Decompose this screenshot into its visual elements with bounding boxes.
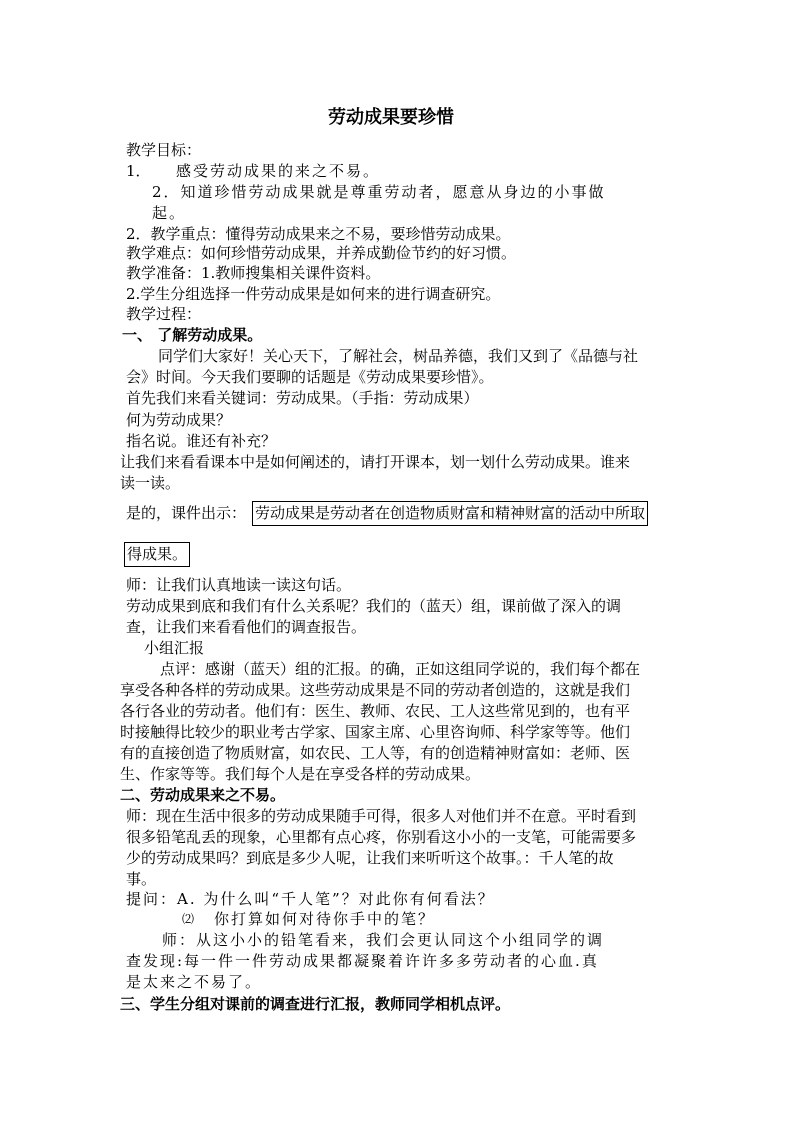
question-2-number: ⑵ (182, 912, 195, 926)
comment-b: 享受各种各样的劳动成果。这些劳动成果是不同的劳动者创造的，这就是我们 (120, 681, 631, 699)
paragraph-12b: 查发现:每一件一件劳动成果都凝聚着许许多多劳动者的心血.真 (126, 952, 599, 970)
definition-box: 劳动成果是劳动者在创造物质财富和精神财富的活动中所取 (252, 501, 648, 526)
goal-1-number: 1． (126, 162, 151, 180)
comment-a: 点评：感谢（蓝天）组的汇报。的确，正如这组同学说的，我们每个都在 (160, 660, 641, 678)
goal-1: 感受劳动成果的来之不易。 (176, 162, 381, 180)
paragraph-8b: 查，让我们来看看他们的调查报告。 (126, 618, 367, 636)
paragraph-4: 指名说。谁还有补充？ (126, 432, 277, 450)
section-3-heading: 三、学生分组对课前的调查进行汇报，教师同学相机点评。 (120, 995, 511, 1013)
paragraph-8a: 劳动成果到底和我们有什么关系呢？我们的（蓝天）组，课前做了深入的调 (126, 597, 622, 615)
goal-heading: 教学目标： (126, 141, 202, 159)
paragraph-3: 何为劳动成果？ (126, 411, 232, 429)
preparation: 教学准备：1.教师搜集相关课件资料。 (126, 264, 381, 282)
paragraph-7: 师：让我们认真地读一读这句话。 (126, 576, 352, 594)
paragraph-11c: 少的劳动成果吗？到底是多少人呢，让我们来听听这个故事。：千人笔的故 (126, 849, 614, 867)
comment-d: 时接触得比较少的职业考古学家、国家主席、心里咨询师、科学家等等。他们 (120, 723, 631, 741)
section-1-heading: 一、 了解劳动成果。 (122, 326, 263, 344)
question-1: 提问：A. 为什么叫“千人笔”？对此你有何看法？ (126, 890, 495, 908)
paragraph-11a: 师：现在生活中很多的劳动成果随手可得，很多人对他们并不在意。平时看到 (126, 807, 637, 825)
goal-2: 2．知道珍惜劳动成果就是尊重劳动者，愿意从身边的小事做 (152, 183, 606, 201)
group-report-label: 小组汇报 (144, 639, 205, 657)
paragraph-12a: 师：从这小小的铅笔看来，我们会更认同这个小组同学的调 (162, 931, 605, 949)
paragraph-5b: 读一读。 (120, 474, 181, 492)
paragraph-2: 首先我们来看关键词：劳动成果。（手指：劳动成果） (126, 389, 479, 407)
paragraph-5a: 让我们来看看课本中是如何阐述的，请打开课本，划一划什么劳动成果。谁来 (120, 453, 631, 471)
goal-2-cont: 起。 (152, 204, 187, 222)
document-title: 劳动成果要珍惜 (328, 107, 454, 128)
paragraph-11b: 很多铅笔乱丢的现象，心里都有点心疼，你别看这小小的一支笔，可能需要多 (126, 828, 637, 846)
comment-c: 各行各业的劳动者。他们有：医生、教师、农民、工人这些常见到的，也有平 (120, 702, 631, 720)
section-2-heading: 二、劳动成果来之不易。 (120, 786, 286, 804)
question-2: 你打算如何对待你手中的笔？ (214, 910, 436, 928)
definition-box-cont: 得成果。 (124, 542, 190, 567)
paragraph-11d: 事。 (126, 870, 157, 888)
paragraph-12c: 是太来之不易了。 (126, 973, 263, 991)
process-heading: 教学过程： (126, 305, 202, 323)
comment-f: 生、作家等等。我们每个人是在享受各样的劳动成果。 (120, 765, 481, 783)
paragraph-6-lead: 是的，课件出示： (126, 504, 247, 522)
difficulty: 教学难点：如何珍惜劳动成果，并养成勤俭节约的好习惯。 (126, 244, 517, 262)
key-point: 2．教学重点：懂得劳动成果来之不易，要珍惜劳动成果。 (126, 225, 511, 243)
preparation-2: 2.学生分组选择一件劳动成果是如何来的进行调查研究。 (126, 285, 501, 303)
paragraph-1a: 同学们大家好！关心天下，了解社会，树品养德，我们又到了《品德与社 (158, 347, 639, 365)
comment-e: 有的直接创造了物质财富，如农民、工人等，有的创造精神财富如：老师、医 (120, 744, 631, 762)
paragraph-1b: 会》时间。今天我们要聊的话题是《劳动成果要珍惜》。 (126, 368, 494, 386)
